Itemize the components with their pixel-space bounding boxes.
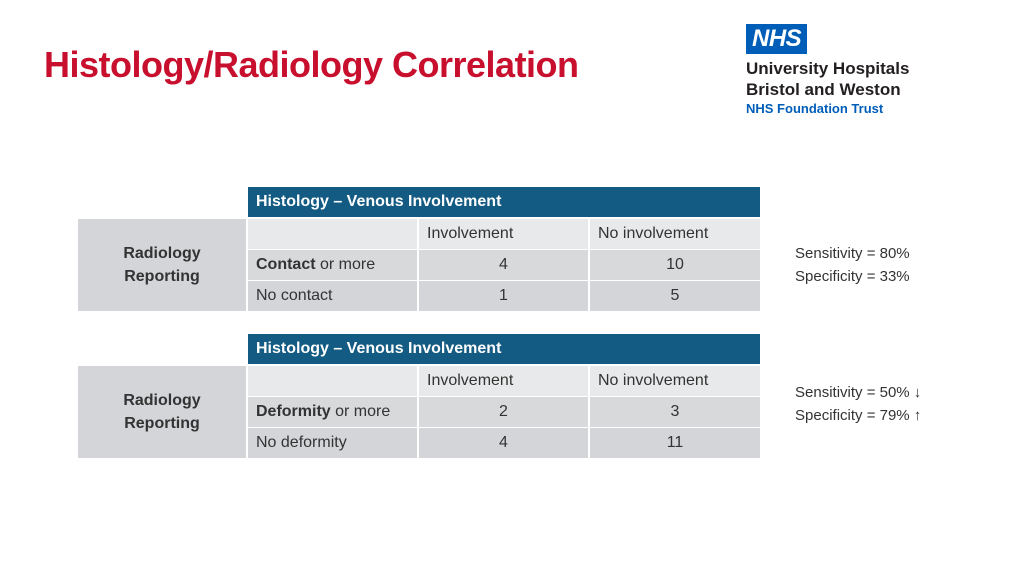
sensitivity-text: Sensitivity = 50% ↓ [795,384,922,401]
cell-no-contact-involvement: 1 [419,281,588,311]
empty-corner-cell [248,366,417,396]
cell-deformity-involvement: 2 [419,397,588,427]
org-name-line3: NHS Foundation Trust [746,101,884,116]
row-label-no-contact: No contact [248,281,417,311]
specificity-text: Specificity = 33% [795,268,910,285]
cell-no-deformity-involvement: 4 [419,428,588,458]
cell-deformity-no-involvement: 3 [590,397,760,427]
page-title: Histology/Radiology Correlation [44,44,579,85]
empty-corner-cell [248,219,417,249]
specificity-text: Specificity = 79% ↑ [795,407,922,424]
radiology-reporting-label: Radiology Reporting [78,219,246,311]
radiology-reporting-label: Radiology Reporting [78,366,246,458]
table-header: Histology – Venous Involvement [248,334,760,364]
stats-table-deformity [795,381,921,427]
row-label-deformity: Deformity or more [248,397,417,427]
org-name-line2: Bristol and Weston [746,80,901,99]
cell-contact-no-involvement: 10 [590,250,760,280]
nhs-logo [746,24,966,118]
cell-contact-involvement: 4 [419,250,588,280]
stats-table-contact [795,242,910,288]
col-header-no-involvement: No involvement [590,219,760,249]
sensitivity-text: Sensitivity = 80% [795,245,910,262]
col-header-no-involvement: No involvement [590,366,760,396]
cell-no-contact-no-involvement: 5 [590,281,760,311]
cell-no-deformity-no-involvement: 11 [590,428,760,458]
org-name-line1: University Hospitals [746,59,910,78]
col-header-involvement: Involvement [419,219,588,249]
row-label-no-deformity: No deformity [248,428,417,458]
col-header-involvement: Involvement [419,366,588,396]
table-header: Histology – Venous Involvement [248,187,760,217]
row-label-contact: Contact or more [248,250,417,280]
nhs-badge: NHS [746,24,807,54]
